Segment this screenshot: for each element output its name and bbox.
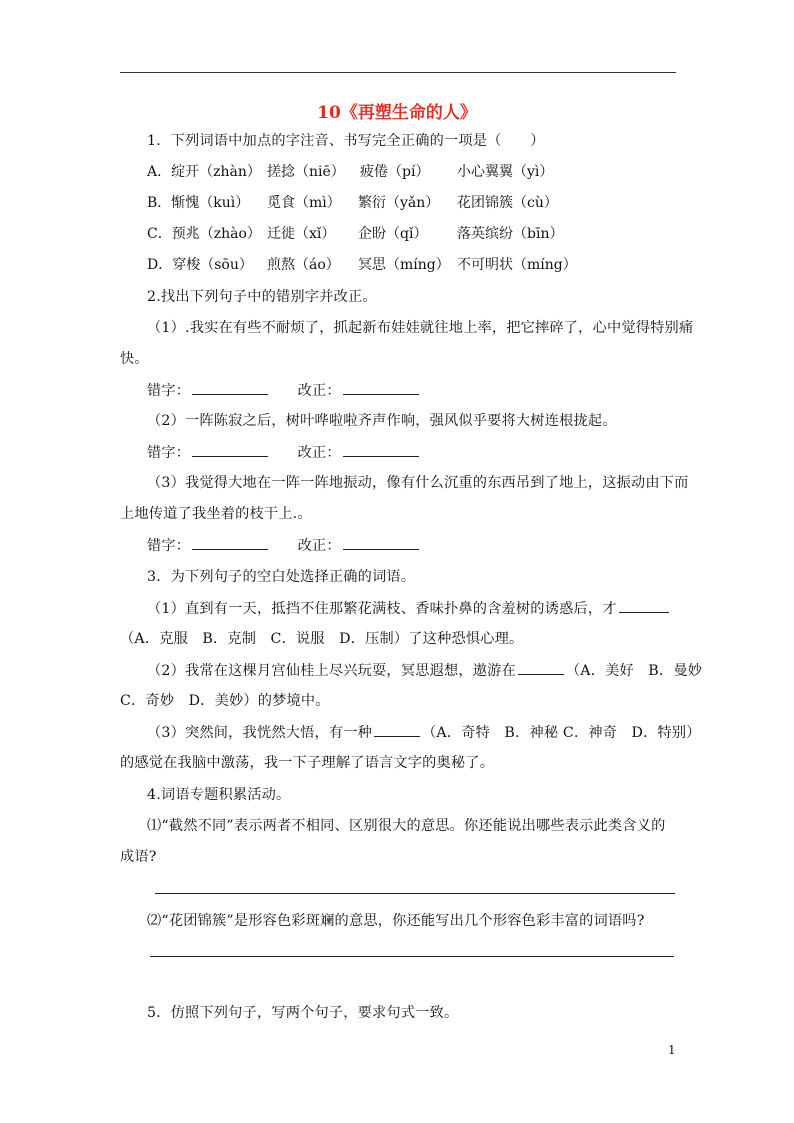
q1-option-C-item: 落英缤纷（bīn） (457, 226, 564, 242)
q4-item1-line1: ⑴“截然不同”表示两者不相同、区别很大的意思。你还能说出哪些表示此类含义的 (147, 818, 666, 834)
q2-prompt: 2.找出下列句子中的错别字并改正。 (147, 289, 377, 305)
q3-item3-line1 (147, 722, 701, 743)
q5-prompt: 5．仿照下列句子，写两个句子，要求句式一致。 (147, 1005, 459, 1021)
answer-blank[interactable] (619, 598, 669, 613)
q3-item2-text-b: （A．美好 B．曼妙 (565, 663, 703, 679)
q2-item3-line1: （3）我觉得大地在一阵一阵地振动，像有什么沉重的东西吊到了地上，这振动由下而 (147, 475, 689, 491)
q3-prompt: 3．为下列句子的空白处选择正确的词语。 (147, 569, 416, 585)
option-label: A．绽开（zhàn） (147, 164, 261, 180)
q1-option-A-item: 小心翼翼（yì） (457, 164, 554, 180)
q3-item1-line1 (147, 598, 671, 619)
error-char-blank[interactable] (192, 535, 268, 550)
q3-item2-line2: C．奇妙 D．美妙）的梦境中。 (120, 693, 330, 709)
header-rule (120, 72, 676, 73)
error-char-blank[interactable] (192, 380, 268, 395)
q4-item2: ⑵“花团锦簇”是形容色彩斑斓的意思，你还能写出几个形容色彩丰富的词语吗? (147, 913, 645, 929)
q1-option-A (147, 162, 261, 182)
q3-item3-text-a: （3）突然间，我恍然大悟，有一种 (147, 725, 373, 741)
q1-option-B: B．惭愧（kuì） (147, 195, 250, 211)
q3-item1-line2: （A．克服 B．克制 C．说服 D．压制）了这种恐惧心理。 (120, 631, 524, 647)
q1-option-D: D．穿梭（sōu） (147, 257, 253, 273)
correction-blank[interactable] (343, 535, 419, 550)
q1-option-C-item: 企盼（qǐ） (358, 226, 428, 242)
q2-item1-answer (147, 380, 421, 401)
q3-item2-line1 (147, 660, 702, 681)
q4-item1-answer-line[interactable] (155, 893, 675, 894)
q1-option-C-item: 迁徙（xǐ） (267, 226, 336, 242)
q1-option-D-item: 煎熬（áo） (267, 257, 340, 273)
correction-blank[interactable] (343, 380, 419, 395)
q4-item2-answer-line[interactable] (150, 956, 674, 957)
q1-option-B-item: 花团锦簇（cù） (457, 195, 558, 211)
q2-item1-line1: （1）.我实在有些不耐烦了，抓起新布娃娃就往地上率，把它摔碎了，心中觉得特别痛 (147, 320, 694, 336)
page-number: 1 (668, 1043, 676, 1057)
q1-option-B-item: 繁衍（yǎn） (358, 195, 440, 211)
error-char-blank[interactable] (192, 442, 268, 457)
q2-item2: （2）一阵陈寂之后，树叶哗啦啦齐声作响，强风似乎要将大树连根拢起。 (147, 413, 617, 429)
q1-prompt: 1．下列词语中加点的字注音、书写完全正确的一项是（ ） (147, 133, 545, 149)
q1-option-D-item: 冥思（míng） (358, 257, 450, 273)
correction-label: 改正： (297, 445, 341, 461)
correction-label: 改正： (297, 538, 341, 554)
q2-item3-answer (147, 535, 421, 556)
q1-option-A-item: 搓捻（niē） (267, 164, 345, 180)
q4-item1-line2: 成语? (120, 849, 157, 865)
q2-item2-answer (147, 442, 421, 463)
q1-option-D-item: 不可明状（míng） (457, 257, 577, 273)
q2-item3-line2: 上地传道了我坐着的枝干上.。 (120, 506, 312, 522)
error-char-label: 错字： (147, 445, 191, 461)
document-title: 10《再塑生命的人》 (317, 103, 477, 123)
q2-item1-line2: 快。 (120, 351, 149, 367)
q1-option-B-item: 觅食（mì） (267, 195, 341, 211)
correction-label: 改正： (297, 383, 341, 399)
error-char-label: 错字： (147, 383, 191, 399)
q3-item3-text-b: （A．奇特 B．神秘 C．神奇 D．特别） (422, 725, 701, 741)
answer-blank[interactable] (374, 722, 420, 737)
q1-option-C: C．预兆（zhào） (147, 226, 261, 242)
error-char-label: 错字： (147, 538, 191, 554)
correction-blank[interactable] (343, 442, 419, 457)
q3-item3-line2: 的感觉在我脑中激荡，我一下子理解了语言文字的奥秘了。 (120, 755, 495, 771)
q3-item2-text-a: （2）我常在这棵月宫仙桂上尽兴玩耍，冥思遐想，遨游在 (147, 663, 516, 679)
q3-item1-text: （1）直到有一天，抵挡不住那繁花满枝、香味扑鼻的含羞树的诱惑后，才 (147, 601, 617, 617)
answer-blank[interactable] (518, 660, 564, 675)
q1-option-A-item: 疲倦（pí） (360, 164, 430, 180)
q4-prompt: 4.词语专题积累活动。 (147, 787, 291, 803)
